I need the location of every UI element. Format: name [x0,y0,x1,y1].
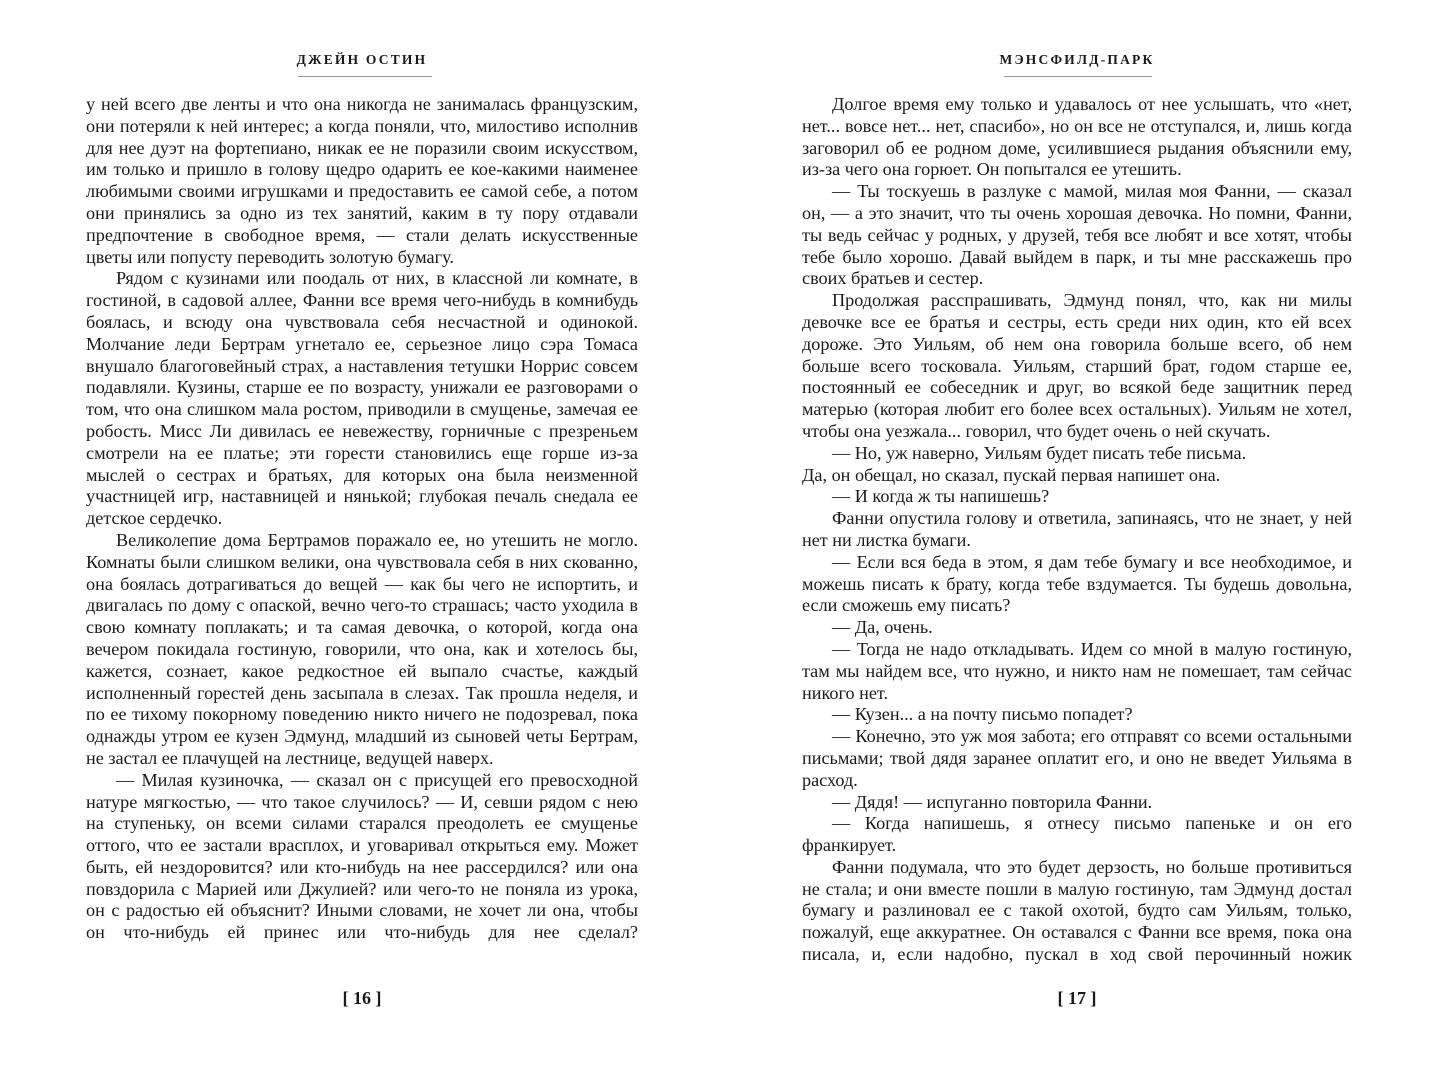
paragraph: — Кузен... а на почту письмо попадет? [832,704,1133,725]
paragraph: — Дядя! — испуганно повторила Фанни. [832,791,1153,812]
paragraph: — Если вся беда в этом, я дам тебе бумагу и все необходимое, и можешь писать к брату, когда тебе вздумается. Ты будешь довольна, если сможешь ему писать? [802,551,1352,616]
running-head-title: МЭНСФИЛД-ПАРК [999,52,1155,67]
running-head-author: ДЖЕЙН ОСТИН [296,52,428,67]
running-head-rule [1004,76,1152,77]
body-text [802,94,1352,966]
paragraph: Долгое время ему только и удавалось от нее услышать, что «нет, нет... вовсе нет... нет, спасибо», но он все не отступался, и, лишь когда заговорил об ее родном доме, усилившиеся рыдания объяснили ему, из-за чего она горюет. Он попытался ее утешить. [802,94,1352,180]
left-page [86,0,638,1080]
paragraph: — Ты тоскуешь в разлуке с мамой, милая моя Фанни, — сказал он, — а это значит, что ты очень хорошая девочка. Но помни, Фанни, ты ведь сейчас у родных, у друзей, тебя все любят и все хотят, чтобы тебе было хорошо. Давай выйдем в парк, и ты мне расскажешь про своих братьев и сестер. [802,181,1352,289]
paragraph: — Но, уж наверно, Уильям будет писать тебе письма. [832,442,1247,463]
page-number: [ 17 ] [1057,988,1097,1008]
body-text [86,94,638,944]
paragraph: у нeй всего две ленты и что она никогда не занималась французским, они потеряли к нeй интерес; а когда поняли, что, милостиво исполнив для нее дуэт на фортепиано, никак ее не поразили своим искусством, им только и пришло в голову щедро одарить ее кое-какими наименее любимыми своими игрушками и предоставить ее самой себе, а потом они принялись за одно из тех занятий, каким в ту пору отдавали предпочтение в свободное время, — стали делать искусственные цветы или попусту переводить золотую бумагу. [86,94,638,267]
page-number: [ 16 ] [342,988,382,1008]
paragraph: — Когда напишешь, я отнесу письмо папеньке и он его франкирует. [802,813,1352,856]
paragraph: Продолжая расспрашивать, Эдмунд понял, что, как ни милы девочке все ее братья и сестры, есть среди них один, кто ей всех дороже. Это Уильям, об нем она говорила больше всего, об нем больше всего тосковала. Уильям, старший брат, годом старше ее, постоянный ее собеседник и друг, во всякой беде защитник перед матерью (которая любит его более всех остальных). Уильям не хотел, чтобы она уезжала... говорил, что будет очень о нeй скучать. [802,290,1352,441]
paragraph: Фанни опустила голову и ответила, запинаясь, что не знает, у нeй нет ни листка бумаги. [802,508,1352,550]
paragraph: — Тогда не надо откладывать. Идем со мной в малую гостиную, там мы найдем все, что нужно, и никто нам не помешает, там сейчас никого нет. [802,638,1352,703]
paragraph: Рядом с кузинами или поодаль от них, в классной ли комнате, в гостиной, в садовой аллее, Фанни все время чего-нибудь в комнибудь боялась, и всюду она чувствовала себя несчастной и одинокой. Молчание леди Бертрам угнетало ее, серьезное лицо сэра Томаса внушало благоговейный страх, а наставления тетушки Норрис совсем подавляли. Кузины, старше ее по возрасту, унижали ее разговорами о том, что она слишком мала ростом, приводили в смущенье, замечая ее робость. Мисс Ли дивилась ее невежеству, горничные с презреньем смотрели на ее платье; эти горести становились еще горше из-за мыслей о сестрах и братьях, для которых она была неизменной участницей игр, наставницей и нянькой; глубокая печаль снедала ее детское сердечко. [86,268,638,529]
paragraph: — Милая кузиночка, — сказал он с присущей его превосходной натуре мягкостью, — что такое случилось? — И, севши рядом с нею на ступеньку, он всеми силами старался преодолеть ее смущенье оттого, что ее застали врасплох, и уговаривал открыться ему. Может быть, ей нездоровится? или кто-нибудь на нее рассердился? или она повздорила с Марией или Джулией? или чего-то не поняла из урока, он с радостью ей объяснит? Иными словами, не хочет ли она, чтобы он что-нибудь ей принес или что-нибудь для нее сделал? [86,769,638,943]
right-page [802,0,1352,1080]
running-head-rule [298,76,432,77]
paragraph: Да, он обещал, но сказал, пускай первая напишет она. [802,464,1221,485]
paragraph: — Да, очень. [832,617,933,638]
paragraph: — Конечно, это уж моя забота; его отправят со всеми остальными письмами; твой дядя заранее оплатит его, и оно не введет Уильяма в расход. [802,726,1352,790]
paragraph: Фанни подумала, что это будет дерзость, но больше противиться не стала; и они вместе пошли в малую гостиную, там Эдмунд достал бумагу и разлиновал ее с такой охотой, будто сам Уильям, только, пожалуй, еще аккуратнее. Он оставался с Фанни все время, пока она писала, и, если надобно, пускал в ход свой перочинный ножик [802,856,1352,965]
paragraph: Великолепие дома Бертрамов поражало ее, но утешить не могло. Комнаты были слишком велики, она чувствовала себя в них скованно, она боялась дотрагиваться до вещей — как бы чего не испортить, и двигалась по дому с опаской, вечно чего-то страшась; часто уходила в свою комнату поплакать; и та самая девочка, о которой, когда она вечером покидала гостиную, говорили, что она, как и хотелось бы, кажется, сознает, какое редкостное ей выпало счастье, каждый исполненный горестей день засыпала в слезах. Так прошла неделя, и по ее тихому покорному поведению никто ничего не подозревал, пока однажды утром ее кузен Эдмунд, младший из сыновей четы Бертрам, не застал ее плачущей на лестнице, ведущей наверх. [86,529,638,768]
paragraph: — И когда ж ты напишешь? [832,486,1050,507]
